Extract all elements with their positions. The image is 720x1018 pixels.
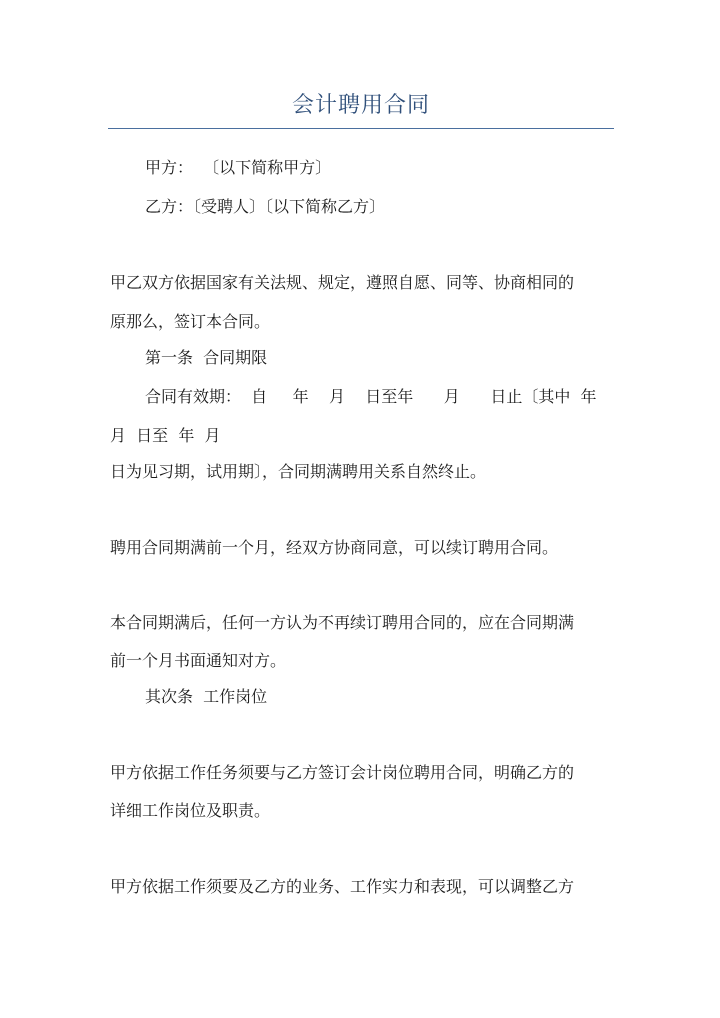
paragraph-principles-line-2: 原那么，签订本合同。 [110, 312, 271, 331]
document-title: 会计聘用合同 [291, 93, 430, 118]
article-1-heading: 第一条 合同期限 [145, 348, 268, 367]
term-line-3: 日为见习期，试用期〕，合同期满聘用关系自然终止。 [110, 462, 487, 481]
title-underline [108, 128, 614, 129]
paragraph-adjust-line-1: 甲方依据工作须要及乙方的业务、工作实力和表现，可以调整乙方 [110, 877, 575, 896]
party-b-line: 乙方：〔受聘人〕〔以下简称乙方〕 [145, 197, 386, 216]
term-line-1: 合同有效期： 自 年 月 日至年 月 日止〔其中 年 [145, 387, 597, 406]
paragraph-renewal: 聘用合同期满前一个月，经双方协商同意，可以续订聘用合同。 [110, 538, 559, 557]
paragraph-post-line-1: 甲方依据工作任务须要与乙方签订会计岗位聘用合同，明确乙方的 [110, 763, 575, 782]
paragraph-notice-line-2: 前一个月书面通知对方。 [110, 651, 287, 670]
paragraph-notice-line-1: 本合同期满后，任何一方认为不再续订聘用合同的，应在合同期满 [110, 613, 575, 632]
paragraph-post-line-2: 详细工作岗位及职责。 [110, 801, 271, 820]
party-a-line: 甲方： 〔以下简称甲方〕 [145, 158, 332, 177]
article-2-heading: 其次条 工作岗位 [145, 687, 268, 706]
term-line-2: 月 日至 年 月 [110, 426, 221, 445]
paragraph-principles-line-1: 甲乙双方依据国家有关法规、规定，遵照自愿、同等、协商相同的 [110, 273, 575, 292]
